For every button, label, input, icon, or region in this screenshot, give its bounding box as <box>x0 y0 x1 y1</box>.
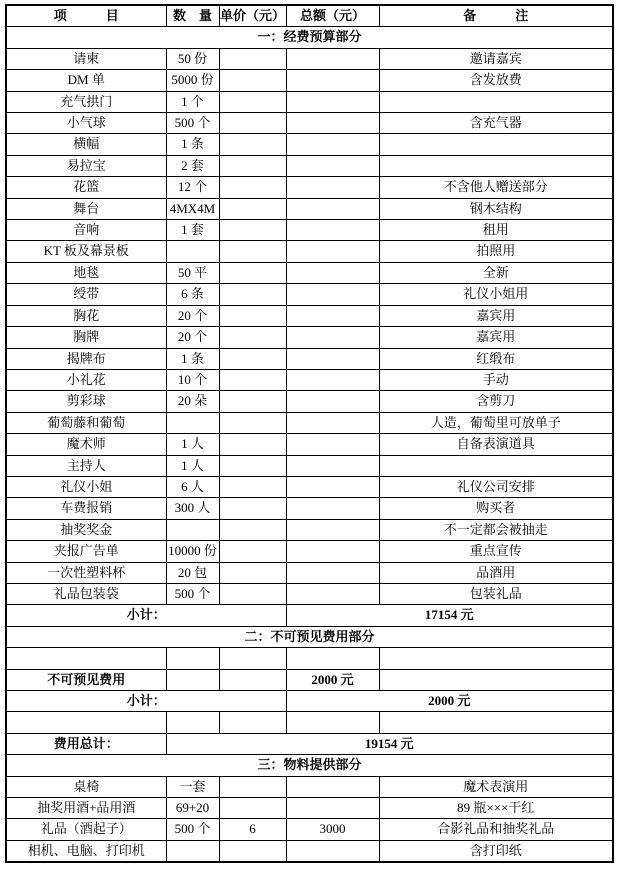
cell-item: 魔术师 <box>6 434 166 455</box>
table-row <box>6 583 613 604</box>
cell-total <box>286 70 379 91</box>
cell-unit-price <box>219 798 286 819</box>
cell-unit-price <box>219 562 286 583</box>
cell-note <box>379 648 613 669</box>
cell-quantity: 1 人 <box>166 455 219 476</box>
cell-quantity: 6 条 <box>166 284 219 305</box>
table-row <box>6 134 613 155</box>
cell-quantity: 1 条 <box>166 134 219 155</box>
table-row <box>6 70 613 91</box>
cell-note <box>379 91 613 112</box>
cell-quantity <box>166 241 219 262</box>
cell-unit-price <box>219 455 286 476</box>
cell-item: 易拉宝 <box>6 155 166 176</box>
cell-unit-price <box>219 369 286 390</box>
cell-total <box>286 648 379 669</box>
cell-quantity: 500 个 <box>166 583 219 604</box>
cell-item: 车费报销 <box>6 498 166 519</box>
cell-item: 桌椅 <box>6 776 166 797</box>
cell-unit-price: 6 <box>219 819 286 840</box>
cell-total <box>286 519 379 540</box>
cell-note: 含打印纸 <box>379 840 613 862</box>
column-header-item: 项 目 <box>6 5 166 27</box>
cell-note: 嘉宾用 <box>379 305 613 326</box>
cell-item: 礼品（酒起子） <box>6 819 166 840</box>
cell-total <box>286 48 379 69</box>
table-row <box>6 327 613 348</box>
cell-quantity: 500 个 <box>166 113 219 134</box>
cell-total <box>286 241 379 262</box>
cell-total <box>286 391 379 412</box>
cell-total <box>286 220 379 241</box>
cell-quantity <box>166 669 219 690</box>
cell-total <box>286 583 379 604</box>
cell-quantity: 20 个 <box>166 327 219 348</box>
budget-table <box>5 4 614 863</box>
cell-quantity: 5000 份 <box>166 70 219 91</box>
table-row <box>6 220 613 241</box>
table-row <box>6 241 613 262</box>
cell-quantity: 20 个 <box>166 305 219 326</box>
cell-quantity: 300 人 <box>166 498 219 519</box>
cell-quantity: 10 个 <box>166 369 219 390</box>
cell-total <box>286 305 379 326</box>
cell-unit-price <box>219 648 286 669</box>
cell-item: 揭牌布 <box>6 348 166 369</box>
table-row <box>6 369 613 390</box>
cell-item: 胸牌 <box>6 327 166 348</box>
cell-total <box>286 541 379 562</box>
table-row <box>6 455 613 476</box>
column-header-quantity: 数 量 <box>166 5 219 27</box>
cell-quantity <box>166 840 219 862</box>
cell-note: 手动 <box>379 369 613 390</box>
cell-item: KT 板及幕景板 <box>6 241 166 262</box>
cell-quantity: 20 朵 <box>166 391 219 412</box>
table-row <box>6 91 613 112</box>
cell-total <box>286 434 379 455</box>
cell-item: 横幅 <box>6 134 166 155</box>
cell-total <box>286 113 379 134</box>
cell-item: 请柬 <box>6 48 166 69</box>
cell-note: 购买者 <box>379 498 613 519</box>
cell-note <box>379 669 613 690</box>
cell-item: 胸花 <box>6 305 166 326</box>
cell-total <box>286 562 379 583</box>
section-title: 三：物料提供部分 <box>6 755 613 776</box>
blank-row <box>6 648 613 669</box>
cell-total <box>286 91 379 112</box>
subtotal-row <box>6 690 613 711</box>
cell-total <box>286 412 379 433</box>
cell-note: 邀请嘉宾 <box>379 48 613 69</box>
cell-item: 剪彩球 <box>6 391 166 412</box>
cell-note: 嘉宾用 <box>379 327 613 348</box>
cell-item: 主持人 <box>6 455 166 476</box>
table-header <box>6 5 613 27</box>
cell-item: 抽奖奖金 <box>6 519 166 540</box>
table-row <box>6 113 613 134</box>
cell-note: 包装礼品 <box>379 583 613 604</box>
cell-item <box>6 712 166 733</box>
cell-item: 小礼花 <box>6 369 166 390</box>
table-row <box>6 198 613 219</box>
subtotal-label: 小计： <box>6 690 286 711</box>
cell-note <box>379 455 613 476</box>
cell-quantity: 20 包 <box>166 562 219 583</box>
cell-unit-price <box>219 476 286 497</box>
cell-total <box>286 198 379 219</box>
cell-total: 2000 元 <box>286 669 379 690</box>
table-row <box>6 434 613 455</box>
cell-item: 夹报广告单 <box>6 541 166 562</box>
cell-quantity <box>166 648 219 669</box>
cell-item: 充气拱门 <box>6 91 166 112</box>
grandtotal-row <box>6 733 613 754</box>
cell-item: 葡萄藤和葡萄 <box>6 412 166 433</box>
cell-note <box>379 155 613 176</box>
cell-note: 礼仪公司安排 <box>379 476 613 497</box>
table-row <box>6 177 613 198</box>
cell-quantity: 1 个 <box>166 91 219 112</box>
cell-note: 重点宣传 <box>379 541 613 562</box>
cell-unit-price <box>219 348 286 369</box>
cell-unit-price <box>219 91 286 112</box>
table-row <box>6 348 613 369</box>
cell-unit-price <box>219 48 286 69</box>
cell-total <box>286 369 379 390</box>
cell-note: 人造，葡萄里可放单子 <box>379 412 613 433</box>
table-row <box>6 476 613 497</box>
cell-note: 不一定都会被抽走 <box>379 519 613 540</box>
cell-unit-price <box>219 776 286 797</box>
cell-total <box>286 776 379 797</box>
section-title: 一：经费预算部分 <box>6 27 613 48</box>
cell-unit-price <box>219 412 286 433</box>
cell-item <box>6 648 166 669</box>
table-row <box>6 412 613 433</box>
cell-unit-price <box>219 327 286 348</box>
table-row <box>6 262 613 283</box>
grandtotal-value: 19154 元 <box>166 733 613 754</box>
cell-note: 拍照用 <box>379 241 613 262</box>
cell-quantity: 10000 份 <box>166 541 219 562</box>
cell-total <box>286 284 379 305</box>
table-row <box>6 669 613 690</box>
subtotal-value: 2000 元 <box>286 690 613 711</box>
table-row <box>6 155 613 176</box>
cell-unit-price <box>219 198 286 219</box>
section-header-row <box>6 626 613 647</box>
column-header-note: 备 注 <box>379 5 613 27</box>
cell-item: 绶带 <box>6 284 166 305</box>
cell-note: 含充气器 <box>379 113 613 134</box>
cell-note: 租用 <box>379 220 613 241</box>
cell-unit-price <box>219 155 286 176</box>
cell-total <box>286 498 379 519</box>
table-row <box>6 840 613 862</box>
cell-total <box>286 840 379 862</box>
cell-quantity <box>166 712 219 733</box>
table-row <box>6 498 613 519</box>
cell-unit-price <box>219 134 286 155</box>
cell-quantity: 50 份 <box>166 48 219 69</box>
table-row <box>6 519 613 540</box>
cell-quantity: 12 个 <box>166 177 219 198</box>
table-row <box>6 541 613 562</box>
cell-unit-price <box>219 541 286 562</box>
column-header-unit-price: 单价（元） <box>219 5 286 27</box>
table-row <box>6 48 613 69</box>
cell-unit-price <box>219 70 286 91</box>
cell-item: 不可预见费用 <box>6 669 166 690</box>
cell-item: 地毯 <box>6 262 166 283</box>
cell-quantity: 6 人 <box>166 476 219 497</box>
cell-note <box>379 134 613 155</box>
cell-unit-price <box>219 391 286 412</box>
cell-item: 舞台 <box>6 198 166 219</box>
cell-total <box>286 476 379 497</box>
cell-note <box>379 712 613 733</box>
cell-unit-price <box>219 305 286 326</box>
cell-unit-price <box>219 284 286 305</box>
cell-unit-price <box>219 519 286 540</box>
cell-note: 合影礼品和抽奖礼品 <box>379 819 613 840</box>
cell-total <box>286 455 379 476</box>
cell-note: 全新 <box>379 262 613 283</box>
cell-unit-price <box>219 583 286 604</box>
budget-table-body <box>6 27 613 862</box>
cell-item: 礼品包装袋 <box>6 583 166 604</box>
cell-quantity: 一套 <box>166 776 219 797</box>
cell-quantity: 2 套 <box>166 155 219 176</box>
cell-quantity: 50 平 <box>166 262 219 283</box>
header-row <box>6 5 613 27</box>
cell-unit-price <box>219 113 286 134</box>
cell-item: 音响 <box>6 220 166 241</box>
cell-unit-price <box>219 840 286 862</box>
cell-note: 品酒用 <box>379 562 613 583</box>
cell-note: 89 瓶×××干红 <box>379 798 613 819</box>
table-row <box>6 391 613 412</box>
section-header-row <box>6 755 613 776</box>
cell-unit-price <box>219 262 286 283</box>
table-row <box>6 819 613 840</box>
cell-quantity: 4MX4M <box>166 198 219 219</box>
table-row <box>6 798 613 819</box>
table-row <box>6 305 613 326</box>
cell-unit-price <box>219 177 286 198</box>
subtotal-label: 小计： <box>6 605 286 626</box>
table-row <box>6 284 613 305</box>
cell-total <box>286 712 379 733</box>
cell-total: 3000 <box>286 819 379 840</box>
section-title: 二：不可预见费用部分 <box>6 626 613 647</box>
cell-total <box>286 348 379 369</box>
cell-quantity: 1 条 <box>166 348 219 369</box>
cell-item: 抽奖用酒+品用酒 <box>6 798 166 819</box>
cell-quantity: 69+20 <box>166 798 219 819</box>
cell-unit-price <box>219 498 286 519</box>
cell-note: 红缎布 <box>379 348 613 369</box>
cell-total <box>286 155 379 176</box>
cell-item: 花篮 <box>6 177 166 198</box>
cell-total <box>286 134 379 155</box>
cell-quantity <box>166 412 219 433</box>
cell-item: 一次性塑料杯 <box>6 562 166 583</box>
cell-note: 魔术表演用 <box>379 776 613 797</box>
grandtotal-label: 费用总计： <box>6 733 166 754</box>
cell-note: 礼仪小姐用 <box>379 284 613 305</box>
cell-unit-price <box>219 669 286 690</box>
section-header-row <box>6 27 613 48</box>
cell-note: 不含他人赠送部分 <box>379 177 613 198</box>
cell-note: 钢木结构 <box>379 198 613 219</box>
blank-row <box>6 712 613 733</box>
cell-item: 小气球 <box>6 113 166 134</box>
cell-quantity: 1 人 <box>166 434 219 455</box>
cell-quantity: 500 个 <box>166 819 219 840</box>
column-header-total: 总额（元） <box>286 5 379 27</box>
cell-total <box>286 327 379 348</box>
table-row <box>6 562 613 583</box>
cell-item: 礼仪小姐 <box>6 476 166 497</box>
cell-note: 含剪刀 <box>379 391 613 412</box>
cell-note: 含发放费 <box>379 70 613 91</box>
cell-unit-price <box>219 241 286 262</box>
cell-quantity <box>166 519 219 540</box>
cell-unit-price <box>219 220 286 241</box>
subtotal-value: 17154 元 <box>286 605 613 626</box>
cell-total <box>286 262 379 283</box>
table-row <box>6 776 613 797</box>
cell-note: 自备表演道具 <box>379 434 613 455</box>
cell-total <box>286 798 379 819</box>
subtotal-row <box>6 605 613 626</box>
cell-unit-price <box>219 712 286 733</box>
cell-unit-price <box>219 434 286 455</box>
cell-item: DM 单 <box>6 70 166 91</box>
cell-item: 相机、电脑、打印机 <box>6 840 166 862</box>
cell-quantity: 1 套 <box>166 220 219 241</box>
cell-total <box>286 177 379 198</box>
